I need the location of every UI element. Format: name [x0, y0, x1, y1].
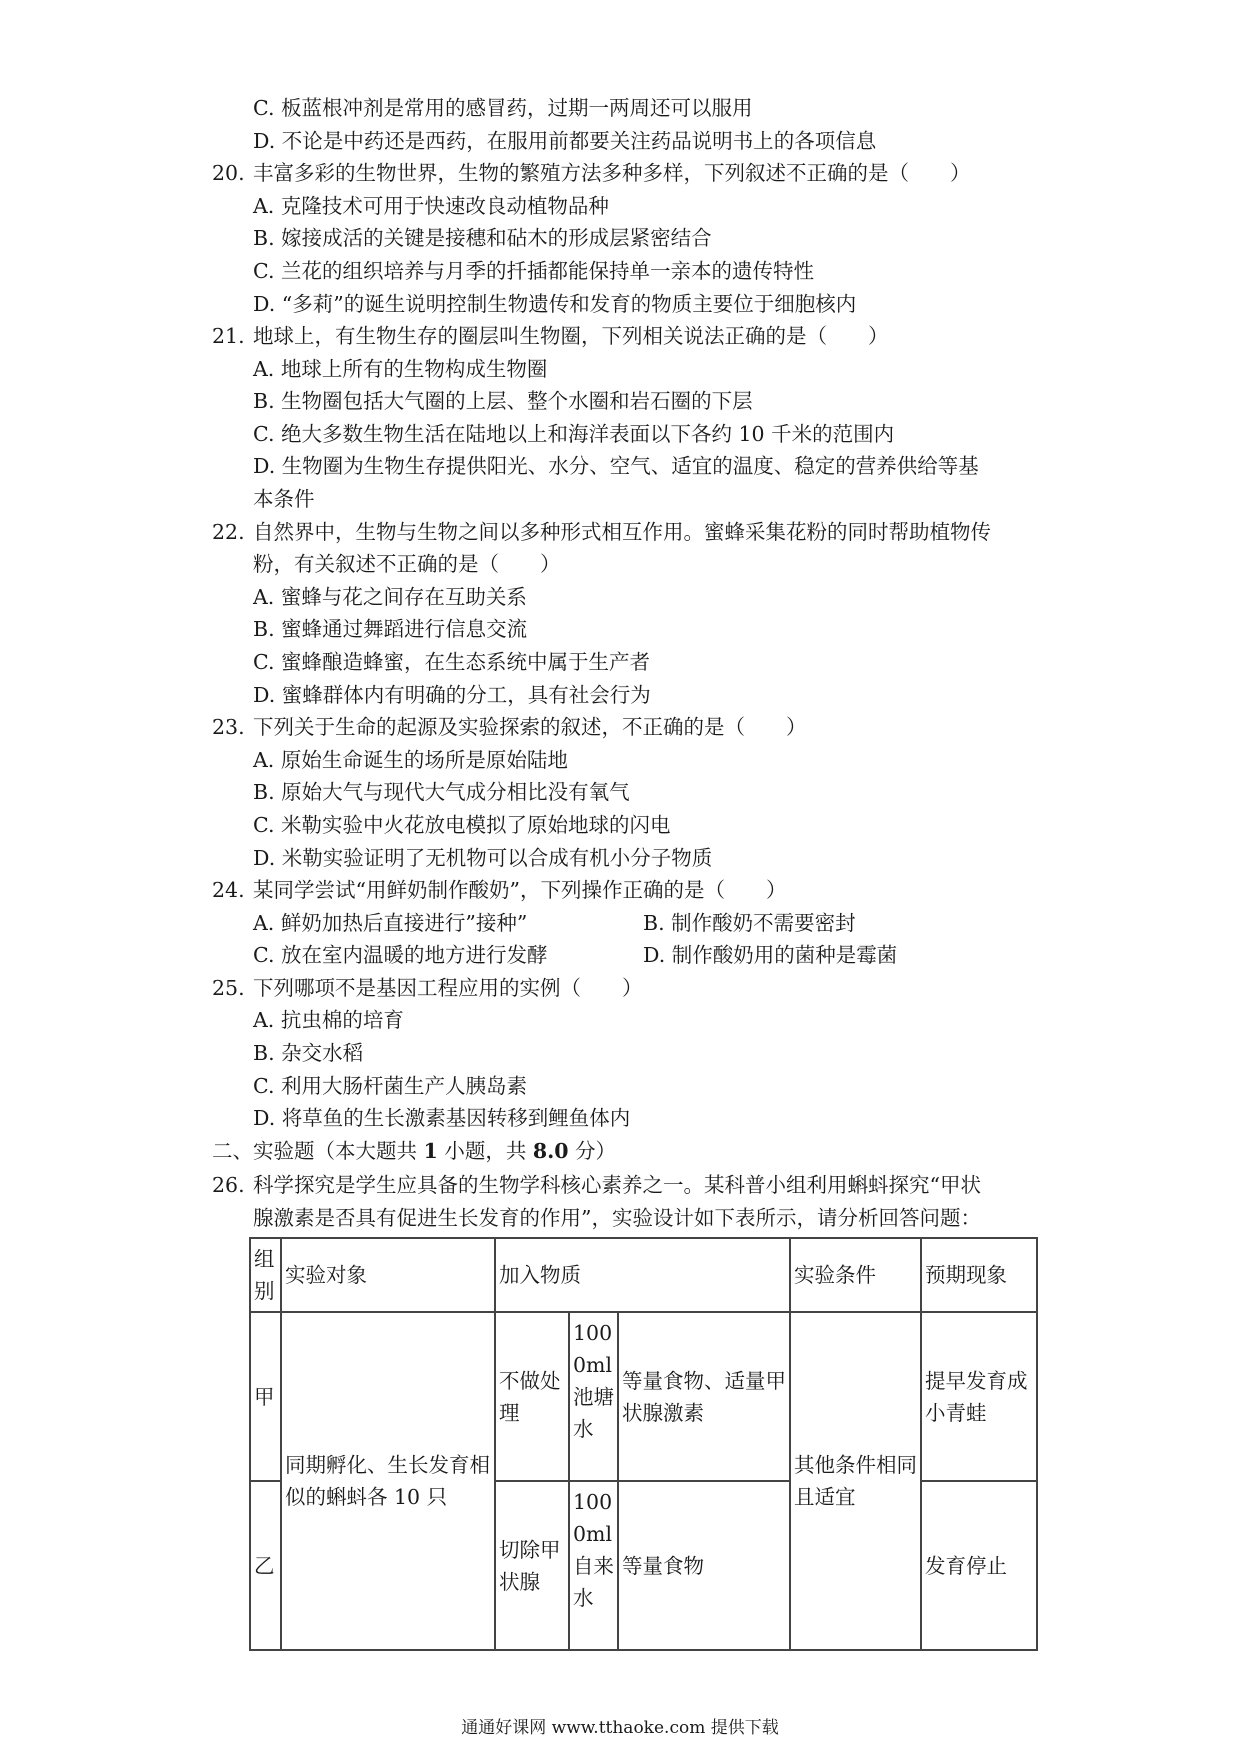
q25-option-d: D. 将草鱼的生长激素基因转移到鲤鱼体内: [253, 1106, 631, 1130]
q21-option-b: B. 生物圈包括大气圈的上层、整个水圈和岩石圈的下层: [253, 389, 753, 413]
q23-option-c: C. 米勒实验中火花放电模拟了原始地球的闪电: [253, 813, 671, 837]
q23-option-a: A. 原始生命诞生的场所是原始陆地: [253, 748, 568, 772]
q22-option-b: B. 蜜蜂通过舞蹈进行信息交流: [253, 617, 528, 641]
row-jia-expected: 提早发育成小青蛙: [921, 1312, 1037, 1481]
section-suffix: 分）: [568, 1139, 617, 1163]
q21-option-c: C. 绝大多数生物生活在陆地以上和海洋表面以下各约 10 千米的范围内: [253, 422, 895, 446]
q22-option-c: C. 蜜蜂酿造蜂蜜，在生态系统中属于生产者: [253, 650, 650, 674]
row-yi-group: 乙: [250, 1481, 281, 1650]
q22-text-line1: 自然界中，生物与生物之间以多种形式相互作用。蜜蜂采集花粉的同时帮助植物传: [253, 520, 991, 544]
q24-option-a: A. 鲜奶加热后直接进行”接种”: [253, 911, 528, 935]
q21-number: 21.: [212, 324, 245, 348]
q22-option-d: D. 蜜蜂群体内有明确的分工，具有社会行为: [253, 683, 651, 707]
q24-option-c: C. 放在室内温暖的地方进行发酵: [253, 943, 548, 967]
q25-number: 25.: [212, 976, 245, 1000]
header-subject: 实验对象: [281, 1238, 495, 1312]
table-row-jia: [250, 1312, 1037, 1481]
row-yi-water: 1000ml自来水: [569, 1481, 618, 1650]
section-question-count: 1: [423, 1139, 438, 1163]
q23-text: 下列关于生命的起源及实验探索的叙述，不正确的是（ ）: [253, 715, 807, 739]
q19-option-c: C. 板蓝根冲剂是常用的感冒药，过期一两周还可以服用: [253, 96, 753, 120]
q20-option-a: A. 克隆技术可用于快速改良动植物品种: [253, 194, 609, 218]
q25-option-b: B. 杂交水稻: [253, 1041, 364, 1065]
q26-text-line1: 科学探究是学生应具备的生物学科核心素养之一。某科普小组利用蝌蚪探究“甲状: [253, 1173, 981, 1197]
row-jia-water: 1000ml池塘水: [569, 1312, 618, 1481]
q25-option-c: C. 利用大肠杆菌生产人胰岛素: [253, 1074, 527, 1098]
page-footer: 通通好课网 www.tthaoke.com 提供下载: [461, 1718, 779, 1738]
q21-option-d-continued: 本条件: [253, 487, 315, 511]
q21-option-d: D. 生物圈为生物生存提供阳光、水分、空气、适宜的温度、稳定的营养供给等基: [253, 454, 979, 478]
q25-option-a: A. 抗虫棉的培育: [253, 1008, 404, 1032]
q26-number: 26.: [212, 1173, 245, 1197]
q23-option-b: B. 原始大气与现代大气成分相比没有氧气: [253, 780, 630, 804]
q23-number: 23.: [212, 715, 245, 739]
q23-option-d: D. 米勒实验证明了无机物可以合成有机小分子物质: [253, 846, 713, 870]
q24-text: 某同学尝试“用鲜奶制作酸奶”，下列操作正确的是（ ）: [253, 878, 787, 902]
header-group: 组别: [250, 1238, 281, 1312]
q20-text: 丰富多彩的生物世界，生物的繁殖方法多种多样，下列叙述不正确的是（ ）: [253, 161, 971, 185]
q22-number: 22.: [212, 520, 245, 544]
header-added-substance: 加入物质: [495, 1238, 790, 1312]
row-yi-expected: 发育停止: [921, 1481, 1037, 1650]
q22-option-a: A. 蜜蜂与花之间存在互助关系: [253, 585, 527, 609]
row-jia-treatment: 不做处理: [495, 1312, 569, 1481]
q21-text: 地球上，有生物生存的圈层叫生物圈，下列相关说法正确的是（ ）: [253, 324, 889, 348]
section-prefix: 二、实验题（本大题共: [212, 1139, 424, 1163]
q24-number: 24.: [212, 878, 245, 902]
section-heading-experiment: [212, 1135, 616, 1167]
row-yi-added: 等量食物: [618, 1481, 790, 1650]
q20-option-d: D. “多莉”的诞生说明控制生物遗传和发育的物质主要位于细胞核内: [253, 292, 857, 316]
section-middle: 小题，共: [437, 1139, 533, 1163]
subject-cell: 同期孵化、生长发育相似的蝌蚪各 10 只: [281, 1312, 495, 1650]
q25-text: 下列哪项不是基因工程应用的实例（ ）: [253, 976, 643, 1000]
row-jia-added: 等量食物、适量甲状腺激素: [618, 1312, 790, 1481]
header-condition: 实验条件: [790, 1238, 921, 1312]
condition-cell: 其他条件相同且适宜: [790, 1312, 921, 1650]
q22-text-line2: 粉，有关叙述不正确的是（ ）: [253, 552, 561, 576]
q19-option-d: D. 不论是中药还是西药，在服用前都要关注药品说明书上的各项信息: [253, 129, 877, 153]
q20-option-b: B. 嫁接成活的关键是接穗和砧木的形成层紧密结合: [253, 226, 712, 250]
header-expected: 预期现象: [921, 1238, 1037, 1312]
experiment-table: [249, 1237, 1038, 1651]
q24-option-d: D. 制作酸奶用的菌种是霉菌: [643, 943, 898, 967]
q24-option-b: B. 制作酸奶不需要密封: [643, 911, 856, 935]
table-header-row: [250, 1238, 1037, 1312]
section-score: 8.0: [532, 1139, 569, 1163]
q20-number: 20.: [212, 161, 245, 185]
q26-text-line2: 腺激素是否具有促进生长发育的作用”，实验设计如下表所示，请分析回答问题：: [253, 1206, 981, 1230]
row-yi-treatment: 切除甲状腺: [495, 1481, 569, 1650]
q21-option-a: A. 地球上所有的生物构成生物圈: [253, 357, 548, 381]
row-jia-group: 甲: [250, 1312, 281, 1481]
q20-option-c: C. 兰花的组织培养与月季的扦插都能保持单一亲本的遗传特性: [253, 259, 814, 283]
